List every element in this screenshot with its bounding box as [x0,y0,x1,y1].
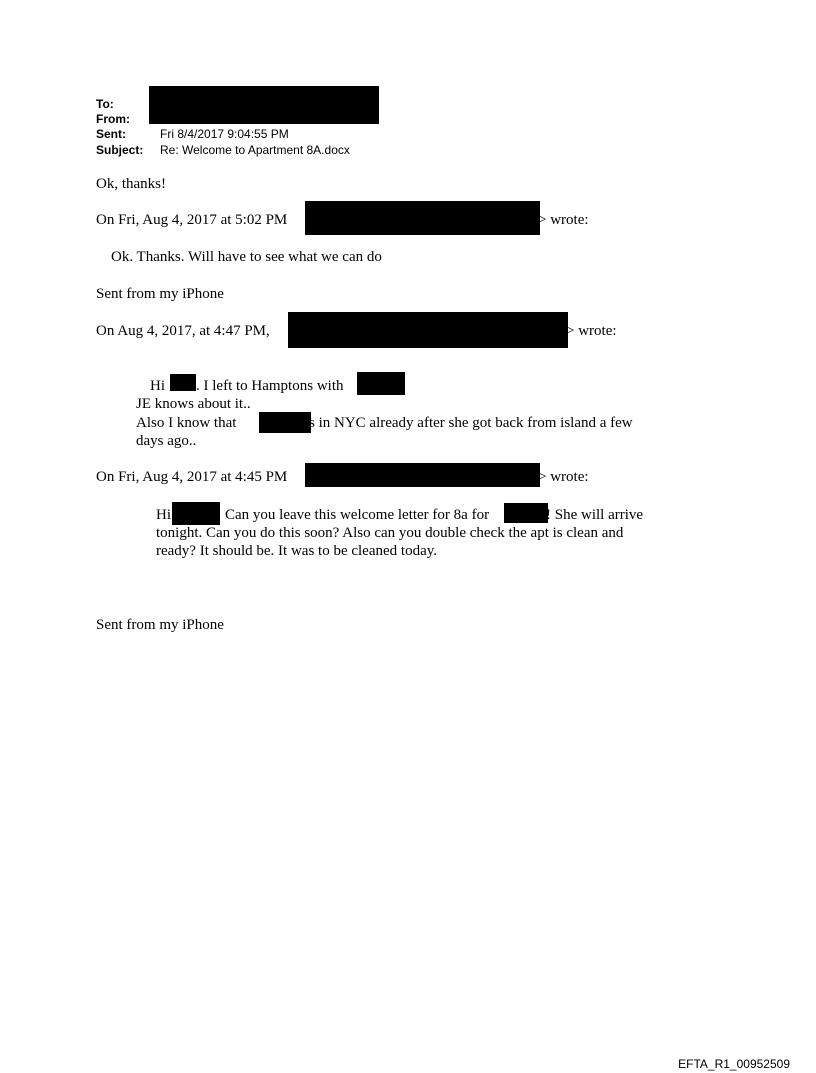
subject-value: Re: Welcome to Apartment 8A.docx [160,143,350,157]
redaction-quote3-sender [305,463,540,487]
quote1-attribution-suffix: > wrote: [538,212,589,228]
quote2-attribution-suffix: > wrote: [566,323,617,339]
msg3-line2: tonight. Can you do this soon? Also can you double check the apt is clean and [156,525,624,541]
redaction-quote1-sender [305,201,540,235]
quote3-attribution-suffix: > wrote: [538,469,589,485]
redaction-msg3-name1 [172,502,220,525]
quote1-text: Ok. Thanks. Will have to see what we can do [111,249,382,265]
document-id: EFTA_R1_00952509 [678,1057,790,1071]
msg2-line2: JE knows about it.. [136,396,251,412]
redaction-msg2-name3 [259,412,311,433]
msg3-line1-c: ! She will arrive [546,507,644,523]
msg2-line1-a: Hi [150,378,165,394]
redaction-header-recipients [149,86,379,124]
redaction-msg3-name2 [504,503,548,523]
msg2-line3-a: Also I know that [136,415,237,431]
signature-1: Sent from my iPhone [96,286,224,302]
redaction-msg2-name2 [357,372,405,395]
msg2-line1-b: . I left to Hamptons with [196,378,344,394]
sent-label: Sent: [96,127,126,141]
redaction-quote2-sender [288,312,568,348]
subject-label: Subject: [96,143,144,157]
msg2-line4: days ago.. [136,433,197,449]
redaction-msg2-name1 [170,374,196,391]
quote1-attribution-prefix: On Fri, Aug 4, 2017 at 5:02 PM [96,212,288,228]
sent-value: Fri 8/4/2017 9:04:55 PM [160,127,289,141]
reply-text: Ok, thanks! [96,176,166,192]
from-label: From: [96,112,130,126]
email-header [0,0,816,160]
msg3-line1-b: Can you leave this welcome letter for 8a for [225,507,490,523]
msg3-line3: ready? It should be. It was to be cleaned today. [156,543,438,559]
signature-2: Sent from my iPhone [96,617,224,633]
msg3-line1-a: Hi [156,507,171,523]
to-label: To: [96,97,114,111]
quote2-attribution-prefix: On Aug 4, 2017, at 4:47 PM, [96,323,270,339]
msg2-line3-b: s in NYC already after she got back from island a few [309,415,633,431]
quote3-attribution-prefix: On Fri, Aug 4, 2017 at 4:45 PM [96,469,288,485]
